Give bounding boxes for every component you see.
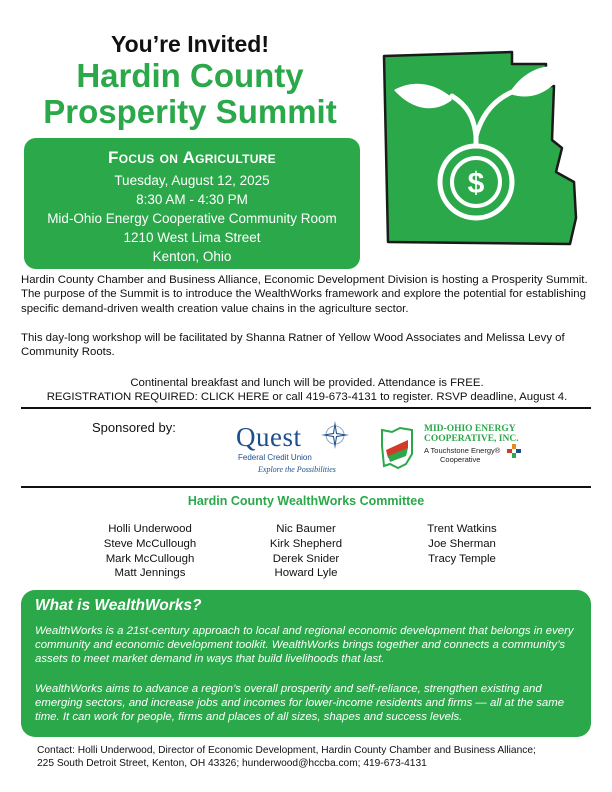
meals-line: Continental breakfast and lunch will be provided. Attendance is FREE. [130,377,484,389]
intro-paragraph: Hardin County Chamber and Business Alliance, Economic Development Division is hosting a Prosperity Summit. The purpose of the Summit is to introduce the WealthWorks framework and explore the potential for establishing specific demand-driven wealth creation value chains in the agriculture sector. [21,274,588,315]
divider-top [21,407,591,409]
page-title [22,58,358,130]
mid-ohio-name: MID-OHIO ENERGY COOPERATIVE, INC. [424,424,519,444]
mid-ohio-logo [380,422,530,474]
quest-tagline: Explore the Possibilities [258,465,336,474]
facilitators-paragraph: This day-long workshop will be facilitated by Shanna Ratner of Yellow Wood Associates and Melissa Levy of Community Roots. [21,332,565,359]
committee-column-2 [236,522,376,581]
committee-title: Hardin County WealthWorks Committee [187,494,425,508]
event-details-box [24,138,360,269]
committee-member: Mark McCullough [105,552,195,565]
quest-logo [236,420,346,480]
wealthworks-paragraph-2: WealthWorks aims to advance a region’s overall prosperity and self-reliance, strengthen existing and emerging sectors, and increase jobs and incomes for lower-income residents and firms — all at the same time. It can work for people, firms and places of all sizes, shapes and success levels. [35,683,565,724]
invited-heading: You’re Invited! [110,31,270,57]
title-line-1: Hardin County [76,57,304,94]
committee-member: Steve McCullough [103,537,197,550]
contact-line-2: 225 South Detroit Street, Kenton, OH 43326; hunderwood@hccba.com; 419-673-4131 [37,758,427,769]
event-city: Kenton, Ohio [152,249,232,264]
touchstone-mark-icon [507,444,521,458]
focus-title: Focus on Agriculture [108,148,276,167]
svg-text:$: $ [467,167,485,200]
compass-star-icon [320,420,350,450]
committee-column-1 [80,522,220,581]
title-line-2: Prosperity Summit [43,93,337,130]
committee-member: Kirk Shepherd [269,537,343,550]
committee-member: Trent Watkins [427,523,497,535]
committee-member: Holli Underwood [108,523,192,535]
divider-bottom [21,486,591,488]
event-time: 8:30 AM - 4:30 PM [136,192,248,207]
ohio-map-icon [380,426,414,470]
touchstone-tagline: A Touchstone Energy® Cooperative [424,446,501,464]
contact-info [37,744,597,770]
quest-subtitle: Federal Credit Union [238,453,312,462]
quest-name: Quest [236,422,302,452]
contact-line-1: Contact: Holli Underwood, Director of Economic Development, Hardin County Chamber and Business Alliance; [37,745,536,756]
committee-member: Joe Sherman [428,537,496,550]
event-venue: Mid-Ohio Energy Cooperative Community Room [47,211,337,226]
committee-column-3 [392,522,532,566]
committee-member: Matt Jennings [114,567,186,580]
committee-member: Derek Snider [272,552,340,565]
registration-link[interactable]: REGISTRATION REQUIRED: CLICK HERE or call 419-673-4131 to register. RSVP deadline, August 4. [46,391,568,404]
county-sprout-dollar-icon [378,48,596,246]
sponsored-label: Sponsored by: [92,420,176,435]
event-street: 1210 West Lima Street [123,230,261,245]
wealthworks-box [21,590,591,737]
wealthworks-title: What is WealthWorks? [35,597,202,614]
event-date: Tuesday, August 12, 2025 [114,173,270,188]
wealthworks-paragraph-1: WealthWorks is a 21st-century approach to local and regional economic development that belongs in every community and economic development toolkit. WealthWorks brings together and connects a community’s assets to meet market demand in ways that build livelihoods that last. [35,625,574,666]
committee-member: Nic Baumer [276,523,336,535]
attendance-info [21,376,593,405]
committee-member: Tracy Temple [428,552,496,565]
committee-member: Howard Lyle [274,567,338,580]
